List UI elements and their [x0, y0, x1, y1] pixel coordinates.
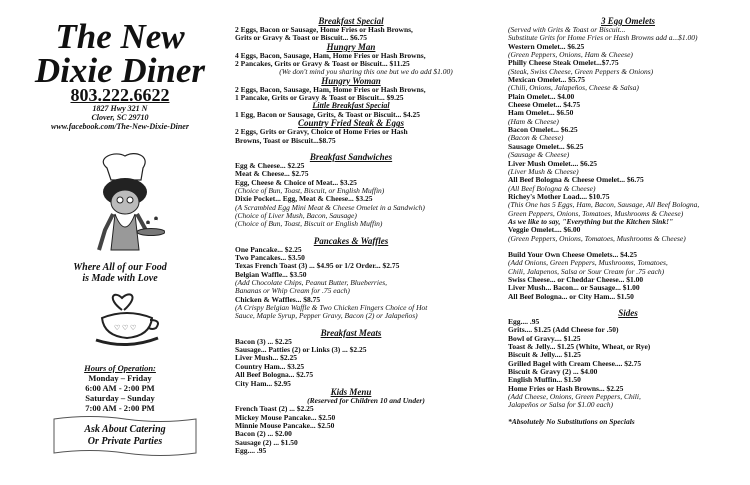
- menu-item: Minnie Mouse Pancake... $2.50: [235, 420, 335, 430]
- menu-note: (Add Onions, Green Peppers, Mushrooms, Tomatoes,: [508, 258, 668, 268]
- menu-item: 2 Eggs, Bacon, Sausage, Ham, Home Fries or Hash Browns,: [235, 84, 426, 94]
- hours-line: 6:00 AM - 2:00 PM: [85, 383, 155, 393]
- menu-item: Egg & Cheese... $2.25: [235, 160, 305, 170]
- menu-item: Veggie Omelet.... $6.00: [508, 225, 581, 235]
- breakfast-menu-column: [235, 17, 497, 455]
- menu-note: (We don't mind you sharing this one but we do add $1.00): [279, 67, 453, 77]
- menu-note: (A Crispy Belgian Waffle & Two Chicken Fingers Choice of Hot: [235, 303, 428, 313]
- restaurant-name-line2: Dixie Diner: [34, 51, 206, 90]
- menu-note: (All Beef Bologna & Cheese): [508, 183, 596, 193]
- restaurant-name-line1: The New: [55, 17, 185, 56]
- menu-item: Build Your Own Cheese Omelets... $4.25: [508, 249, 637, 259]
- hours-line: Monday – Friday: [88, 373, 152, 383]
- menu-item: Liver Mush... $2.25: [235, 353, 297, 363]
- menu-item: Philly Cheese Steak Omelet...$7.75: [508, 58, 619, 68]
- svg-text:♡ ♡ ♡: ♡ ♡ ♡: [114, 324, 137, 332]
- restaurant-info-panel: [0, 0, 240, 485]
- hours-of-operation: [0, 363, 240, 413]
- menu-note: Green Peppers, Onions, Tomatoes, Mushrooms & Cheese): [508, 208, 684, 218]
- menu-item: Sausage (2) ... $1.50: [235, 437, 298, 447]
- menu-note: Jalapeños or Salsa for $1.00 each): [508, 400, 613, 410]
- catering-text: [52, 424, 198, 448]
- menu-item: Sausage... Patties (2) or Links (3) ... $2.25: [235, 345, 367, 355]
- menu-item: Bowl of Gravy.... $1.25: [508, 333, 581, 343]
- menu-item: Grits.... $1.25 (Add Cheese for .50): [508, 325, 619, 335]
- section-heading: Breakfast Sandwiches: [309, 151, 393, 162]
- menu-note: Chili, Jalapenos, Salsa or Sour Cream for .75 each): [508, 266, 665, 276]
- menu-item: 1 Pancake, Grits or Gravy & Toast or Biscuit... $9.25: [235, 93, 404, 103]
- menu-item: 1 Egg, Bacon or Sausage, Grits, & Toast or Biscuit... $4.25: [235, 109, 420, 119]
- address-line2: Clover, SC 29710: [91, 113, 149, 122]
- menu-note: (Choice of Liver Mush, Bacon, Sausage): [235, 211, 357, 220]
- menu-note: (Choice of Bun, Toast, Biscuit, or English Muffin): [235, 185, 385, 195]
- menu-item: English Muffin... $1.50: [508, 375, 581, 385]
- hours-line: 7:00 AM - 2:00 PM: [85, 403, 155, 413]
- catering-line2: Or Private Parties: [87, 436, 163, 447]
- menu-item: 2 Pancakes, Grits or Gravy & Toast or Biscuit... $11.25: [235, 59, 410, 69]
- menu-note: (Green Peppers, Onions, Ham & Cheese): [508, 50, 633, 60]
- menu-note: (Choice of Bun, Toast, Biscuit or English Muffin): [235, 219, 383, 229]
- tagline: [0, 262, 240, 284]
- menu-note: (A Scrambled Egg Mini Meat & Cheese Omelet in a Sandwich): [235, 202, 425, 212]
- menu-note: (Served with Grits & Toast or Biscuit...: [508, 25, 626, 34]
- menu-item: All Beef Bologna... $2.75: [235, 370, 314, 380]
- menu-item: Toast & Jelly... $1.25 (White, Wheat, or Rye): [508, 342, 651, 352]
- menu-note: (Sausage & Cheese): [508, 150, 570, 160]
- menu-item: Sausage Omelet... $6.25: [508, 141, 584, 151]
- menu-item: 2 Eggs, Grits or Gravy, Choice of Home Fries or Hash: [235, 127, 408, 137]
- menu-item: 4 Eggs, Bacon, Sausage, Ham, Home Fries or Hash Browns,: [235, 50, 426, 60]
- menu-note: (Steak, Swiss Cheese, Green Peppers & Onions): [508, 66, 654, 76]
- menu-item: Swiss Cheese... or Cheddar Cheese... $1.00: [508, 274, 644, 284]
- menu-item: Biscuit & Jelly.... $1.25: [508, 350, 581, 360]
- menu-note: (Chili, Onions, Jalapeños, Cheese & Salsa): [508, 83, 639, 93]
- menu-item: Grits or Gravy & Toast or Biscuit... $6.75: [235, 33, 368, 43]
- section-heading: Hungry Woman: [321, 75, 381, 86]
- menu-note: Bananas or Whip Cream for .75 each): [235, 286, 350, 296]
- menu-item: All Beef Bologna... or City Ham... $1.50: [508, 291, 634, 301]
- menu-item: Richey's Mother Load.... $10.75: [508, 191, 610, 201]
- menu-item: Grilled Bagel with Cream Cheese.... $2.75: [508, 358, 642, 368]
- menu-item: City Ham... $2.95: [235, 378, 291, 388]
- menu-item: Mickey Mouse Pancake... $2.50: [235, 412, 336, 422]
- section-heading: Pancakes & Waffles: [313, 235, 389, 246]
- menu-note: (Add Chocolate Chips, Peanut Butter, Blueberries,: [235, 278, 388, 288]
- omelets-sides-column: [508, 17, 748, 426]
- hours-heading: Hours of Operation:: [84, 363, 156, 373]
- menu-item: Plain Omelet... $4.00: [508, 91, 575, 101]
- menu-item: Biscuit & Gravy (2) ... $4.00: [508, 367, 598, 377]
- menu-item: Browns, Toast or Biscuit...$8.75: [235, 135, 336, 145]
- menu-item: Liver Mush... Bacon... or Sausage... $1.00: [508, 283, 640, 293]
- menu-item: Egg.... .95: [508, 317, 540, 326]
- menu-note: Substitute Grits for Home Fries or Hash Browns add a...$1.00): [508, 33, 698, 43]
- menu-note: (This One has 5 Eggs, Ham, Bacon, Sausage, All Beef Bologna,: [508, 200, 700, 210]
- menu-item: Egg, Cheese & Choice of Meat... $3.25: [235, 177, 357, 187]
- section-heading: Country Fried Steak & Eggs: [297, 118, 405, 129]
- menu-item: Belgian Waffle... $3.50: [235, 269, 307, 279]
- menu-item: Meat & Cheese... $2.75: [235, 169, 309, 179]
- hours-line: Saturday – Sunday: [85, 393, 155, 403]
- menu-item: 2 Eggs, Bacon or Sausage, Home Fries or Hash Browns,: [235, 25, 413, 34]
- menu-note: Sauce, Maple Syrup, Pepper Gravy, Bacon (2) or Jalapeños): [235, 311, 418, 321]
- menu-item: Mexican Omelet... $5.75: [508, 75, 586, 85]
- section-heading: Kids Menu: [330, 386, 372, 397]
- menu-item: All Beef Bologna & Cheese Omelet... $6.75: [508, 175, 644, 185]
- menu-item: Bacon (2) ... $2.00: [235, 429, 292, 439]
- menu-item: Liver Mush Omelet.... $6.25: [508, 158, 598, 168]
- menu-note: *Absolutely No Substitutions on Specials: [508, 416, 635, 426]
- section-heading: Hungry Man: [326, 41, 376, 52]
- menu-note: As we like to say, "Everything but the Kitchen Sink!": [508, 216, 674, 226]
- menu-item: Country Ham... $3.25: [235, 361, 305, 371]
- menu-note: (Ham & Cheese): [508, 116, 559, 126]
- menu-note: (Add Cheese, Onions, Green Peppers, Chili,: [508, 392, 641, 402]
- catering-line1: Ask About Catering: [84, 424, 166, 435]
- website: www.facebook.com/The-New-Dixie-Diner: [51, 122, 189, 131]
- section-heading: Breakfast Meats: [320, 327, 382, 338]
- menu-item: One Pancake... $2.25: [235, 244, 302, 254]
- menu-item: Home Fries or Hash Browns... $2.25: [508, 383, 624, 393]
- menu-item: Ham Omelet... $6.50: [508, 108, 574, 118]
- coffee-cup-heart-icon: [92, 290, 162, 348]
- tagline-line2: is Made with Love: [82, 273, 158, 284]
- section-heading: Sides: [618, 308, 638, 318]
- menu-item: Bacon Omelet... $6.25: [508, 125, 578, 135]
- menu-item: Texas French Toast (3) ... $4.95 or 1/2 Order... $2.75: [235, 261, 400, 271]
- tagline-line1: Where All of our Food: [73, 262, 167, 273]
- menu-item: Cheese Omelet... $4.75: [508, 100, 581, 110]
- menu-item: Western Omelet... $6.25: [508, 41, 585, 51]
- chef-girl-illustration-icon: [85, 150, 165, 260]
- menu-item: French Toast (2) ... $2.25: [235, 404, 314, 414]
- address-line1: 1827 Hwy 321 N: [92, 104, 148, 113]
- menu-note: (Green Peppers, Onions, Tomatoes, Mushrooms & Cheese): [508, 233, 686, 243]
- phone-number: 803.222.6622: [70, 85, 170, 105]
- menu-note: (Reserved for Children 10 and Under): [307, 395, 425, 405]
- menu-item: Chicken & Waffles... $8.75: [235, 294, 321, 304]
- menu-item: Egg.... .95: [235, 445, 267, 455]
- menu-item: Two Pancakes... $3.50: [235, 253, 305, 263]
- section-heading: Breakfast Special: [318, 16, 384, 26]
- section-heading: 3 Egg Omelets: [601, 16, 655, 26]
- menu-item: Bacon (3) ... $2.25: [235, 336, 292, 346]
- section-heading: Little Breakfast Special: [312, 101, 390, 111]
- menu-note: (Bacon & Cheese): [508, 133, 564, 143]
- menu-note: (Liver Mush & Cheese): [508, 166, 579, 176]
- menu-item: Dixie Pocket... Egg, Meat & Cheese... $3.25: [235, 194, 373, 204]
